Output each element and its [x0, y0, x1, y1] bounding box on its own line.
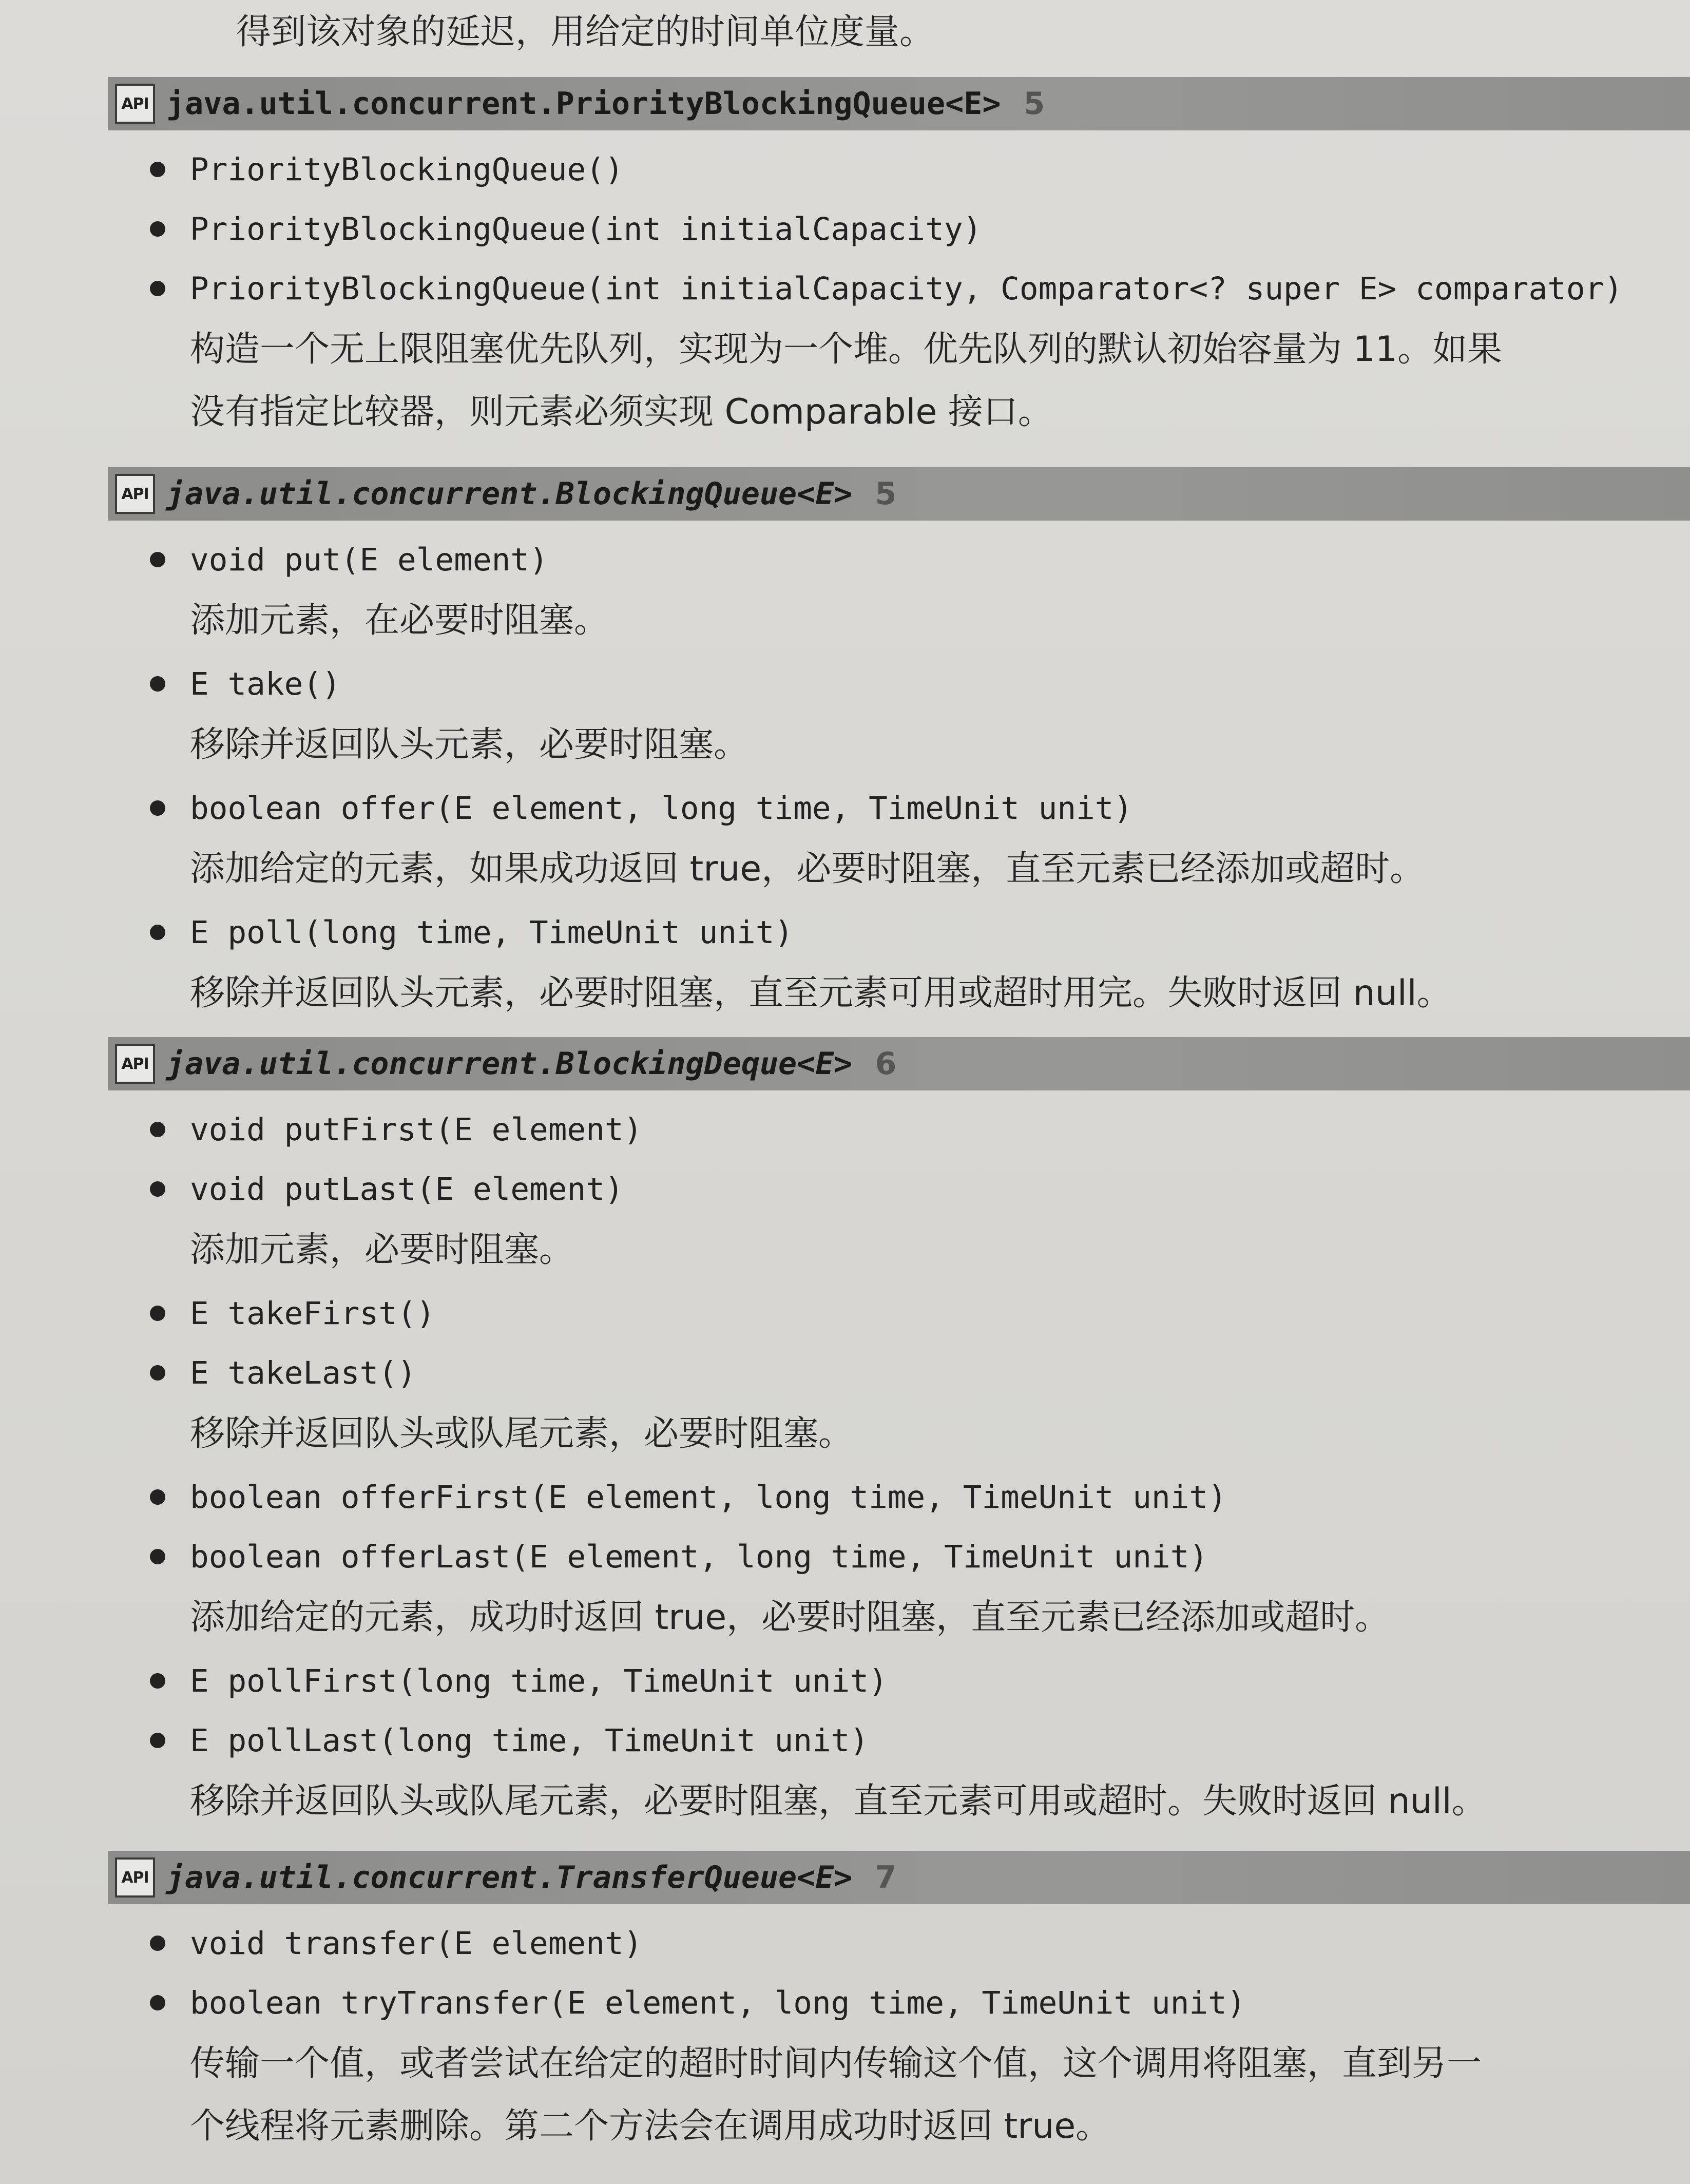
method-text: void putLast(E element)	[190, 1171, 624, 1208]
bullet-icon	[150, 1306, 165, 1321]
api-section-transfer-queue	[113, 1851, 1690, 2160]
method-text: PriorityBlockingQueue(int initialCapacity, Comparator<? super E> comparator)	[190, 270, 1623, 307]
method-text: E takeLast()	[190, 1354, 416, 1391]
api-header	[108, 77, 1690, 130]
bullet-icon	[150, 1673, 165, 1689]
api-header	[108, 1851, 1690, 1904]
api-version: 5	[1023, 86, 1045, 122]
intro-text: 得到该对象的延迟，用给定的时间单位度量。	[236, 12, 935, 52]
method-text: boolean offer(E element, long time, TimeUnit unit)	[190, 790, 1133, 827]
bullet-icon	[150, 1181, 165, 1197]
api-version: 5	[875, 476, 897, 512]
api-entries	[113, 1100, 1690, 1833]
bullet-icon	[150, 1936, 165, 1951]
method-description: 添加给定的元素，成功时返回 true，必要时阻塞，直至元素已经添加或超时。	[190, 1597, 1390, 1638]
method-signature	[190, 1527, 1690, 1586]
api-section-blocking-queue	[113, 467, 1690, 1027]
method-signature	[190, 1973, 1690, 2033]
method-signature	[190, 530, 1690, 589]
bullet-icon	[150, 552, 165, 567]
api-class-name: java.util.concurrent.BlockingDeque<E>	[166, 1046, 853, 1082]
method-description: 移除并返回队头元素，必要时阻塞。	[190, 724, 749, 765]
bullet-icon	[150, 1549, 165, 1564]
bullet-icon	[150, 1122, 165, 1137]
method-signature	[190, 903, 1690, 962]
bullet-icon	[150, 1995, 165, 2010]
method-description: 移除并返回队头元素，必要时阻塞，直至元素可用或超时用完。失败时返回 null。	[190, 973, 1452, 1013]
api-section-blocking-deque	[113, 1037, 1690, 1835]
method-text: boolean offerLast(E element, long time, TimeUnit unit)	[190, 1538, 1208, 1575]
method-text: E takeFirst()	[190, 1295, 435, 1332]
api-class-name: java.util.concurrent.BlockingQueue<E>	[166, 476, 853, 512]
api-badge-icon: API	[115, 1044, 155, 1084]
api-badge-icon: API	[115, 474, 155, 514]
method-signature	[190, 1159, 1690, 1219]
method-text: PriorityBlockingQueue()	[190, 151, 624, 188]
api-header	[108, 467, 1690, 521]
bullet-icon	[150, 162, 165, 177]
bullet-icon	[150, 281, 165, 296]
method-signature	[190, 1100, 1690, 1159]
method-text: boolean offerFirst(E element, long time, TimeUnit unit)	[190, 1479, 1227, 1516]
bullet-icon	[150, 1733, 165, 1748]
method-text: E take()	[190, 665, 341, 702]
method-text: void put(E element)	[190, 541, 548, 578]
method-description: 添加给定的元素，如果成功返回 true，必要时阻塞，直至元素已经添加或超时。	[190, 849, 1425, 889]
method-description: 添加元素，必要时阻塞。	[190, 1230, 574, 1270]
api-badge-icon: API	[115, 84, 155, 124]
method-description: 添加元素，在必要时阻塞。	[190, 600, 609, 641]
bullet-icon	[150, 925, 165, 940]
method-signature	[190, 1913, 1690, 1973]
method-text: E pollFirst(long time, TimeUnit unit)	[190, 1662, 888, 1699]
method-signature	[190, 778, 1690, 838]
api-badge-icon: API	[115, 1857, 155, 1898]
api-entries	[113, 140, 1690, 444]
method-description: 移除并返回队头或队尾元素，必要时阻塞。	[190, 1413, 854, 1454]
api-section-priority-blocking-queue	[113, 77, 1690, 446]
method-description: 传输一个值，或者尝试在给定的超时时间内传输这个值，这个调用将阻塞，直到另一 个线程将元素删除。第二个方法会在调用成功时返回 true。	[190, 2043, 1482, 2147]
method-signature	[190, 1343, 1690, 1403]
bullet-icon	[150, 1489, 165, 1505]
api-class-name: java.util.concurrent.PriorityBlockingQueue<E>	[166, 86, 1001, 122]
method-description: 移除并返回队头或队尾元素，必要时阻塞，直至元素可用或超时。失败时返回 null。	[190, 1781, 1487, 1822]
method-text: E poll(long time, TimeUnit unit)	[190, 914, 794, 951]
api-header	[108, 1037, 1690, 1090]
bullet-icon	[150, 800, 165, 816]
method-signature	[190, 140, 1690, 199]
method-text: void transfer(E element)	[190, 1925, 643, 1962]
method-signature	[190, 1467, 1690, 1527]
api-class-name: java.util.concurrent.TransferQueue<E>	[166, 1860, 853, 1895]
method-signature	[190, 199, 1690, 259]
bullet-icon	[150, 1365, 165, 1381]
method-signature	[190, 1651, 1690, 1711]
bullet-icon	[150, 221, 165, 237]
method-description: 构造一个无上限阻塞优先队列，实现为一个堆。优先队列的默认初始容量为 11。如果 没有指定比较器，则元素必须实现 Comparable 接口。	[190, 329, 1503, 432]
api-version: 6	[875, 1046, 897, 1082]
method-text: E pollLast(long time, TimeUnit unit)	[190, 1722, 869, 1759]
api-entries	[113, 1913, 1690, 2158]
method-signature	[190, 1711, 1690, 1770]
method-signature	[190, 654, 1690, 714]
method-text: boolean tryTransfer(E element, long time, TimeUnit unit)	[190, 1984, 1246, 2021]
api-version: 7	[875, 1860, 897, 1895]
bullet-icon	[150, 676, 165, 692]
api-entries	[113, 530, 1690, 1025]
method-text: void putFirst(E element)	[190, 1111, 643, 1148]
method-signature	[190, 259, 1690, 318]
method-text: PriorityBlockingQueue(int initialCapacity)	[190, 210, 982, 247]
method-signature	[190, 1283, 1690, 1343]
